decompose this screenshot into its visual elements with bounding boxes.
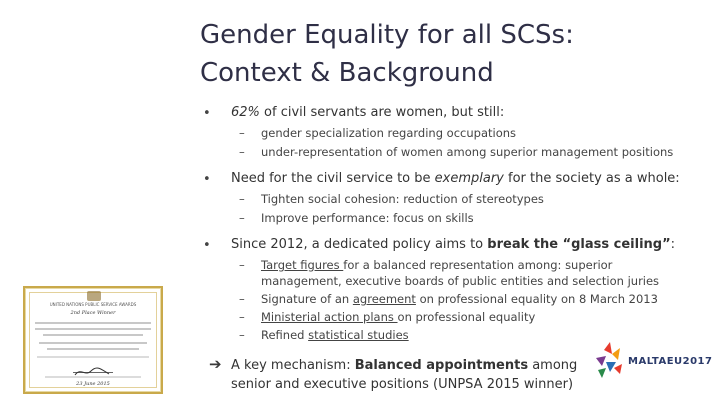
bullet-marker: • — [203, 238, 211, 253]
sub-item — [239, 144, 673, 161]
certificate-text-line — [47, 348, 139, 350]
dash-marker: – — [239, 292, 245, 306]
key-mechanism-text — [231, 356, 577, 394]
award-certificate-image — [23, 286, 163, 394]
certificate-text-line — [39, 342, 147, 344]
sub-item — [239, 327, 409, 344]
target-figures-link: Target figures — [261, 258, 344, 272]
malta-logo-text: MALTAEU2017 — [628, 356, 713, 367]
bullet-2-emphasis: exemplary — [434, 171, 504, 186]
sub-item-continuation: management, executive boards of public entities and selection juries — [261, 274, 660, 288]
sub-item-text: under-representation of women among superior management positions — [261, 145, 674, 159]
slide-title — [200, 16, 700, 92]
sub-item — [239, 210, 474, 227]
certificate-place: 2nd Place Winner — [70, 310, 116, 316]
certificate-date: 23 June 2015 — [76, 381, 110, 387]
certificate-text-line — [37, 356, 149, 358]
sub-item — [239, 191, 544, 208]
certificate-text-line — [43, 334, 143, 336]
dash-marker: – — [239, 192, 245, 206]
bullet-1-text — [231, 105, 504, 120]
sub-item-text: Tighten social cohesion: reduction of stereotypes — [261, 192, 544, 206]
bullet-2-post: for the society as a whole: — [503, 171, 680, 186]
bullet-marker: • — [203, 172, 211, 187]
dash-marker: – — [239, 310, 245, 324]
malta-eu2017-logo — [590, 340, 715, 385]
sub-item-pre: Signature of an — [261, 292, 353, 306]
bullet-2-pre: Need for the civil service to be — [231, 171, 435, 186]
sub-item-text: on professional equality on 8 March 2013 — [415, 292, 658, 306]
sub-item — [239, 309, 535, 326]
dash-marker: – — [239, 145, 245, 159]
key-mechanism-line2: senior and executive positions (UNPSA 2015 winner) — [231, 377, 574, 392]
certificate-text-line — [35, 322, 151, 324]
agreement-link: agreement — [352, 292, 416, 306]
dash-marker: – — [239, 211, 245, 225]
bullet-3-bold: break the “glass ceiling” — [487, 237, 671, 252]
title-line-2: Context & Background — [200, 58, 494, 88]
dash-marker: – — [239, 126, 245, 140]
sub-item-text: Improve performance: focus on skills — [261, 211, 474, 225]
certificate-signature — [73, 362, 113, 373]
arrow-right-icon: ➔ — [209, 355, 222, 373]
bullet-3-pre: Since 2012, a dedicated policy aims to — [231, 237, 488, 252]
certificate-text-line — [45, 376, 141, 378]
title-line-1: Gender Equality for all SCSs: — [200, 20, 574, 50]
bullet-1-percent: 62% — [231, 105, 260, 120]
dash-marker: – — [239, 258, 245, 272]
sub-item-text: gender specialization regarding occupations — [261, 126, 517, 140]
dash-marker: – — [239, 328, 245, 342]
bullet-3-post: : — [670, 237, 676, 252]
sub-item-pre: Refined — [261, 328, 309, 342]
sub-item-text: for a balanced representation among: superior — [343, 258, 613, 272]
key-mechanism-bold: Balanced appointments — [354, 358, 529, 373]
sub-item — [239, 291, 658, 308]
certificate-emblem — [87, 291, 101, 301]
key-mechanism-pre: A key mechanism: — [231, 358, 355, 373]
certificate-text-line — [35, 328, 151, 330]
bullet-2-text — [231, 171, 680, 186]
bullet-3-text — [231, 237, 675, 252]
certificate-heading: UNITED NATIONS PUBLIC SERVICE AWARDS — [49, 302, 137, 307]
bullet-marker: • — [203, 106, 211, 121]
key-mechanism-post: among — [528, 358, 578, 373]
action-plans-link: Ministerial action plans — [261, 310, 398, 324]
sub-item-text: on professional equality — [397, 310, 536, 324]
bullet-1-rest: of civil servants are women, but still: — [259, 105, 505, 120]
sub-item — [239, 257, 612, 274]
statistical-studies-link: statistical studies — [308, 328, 409, 342]
sub-item — [239, 125, 516, 142]
